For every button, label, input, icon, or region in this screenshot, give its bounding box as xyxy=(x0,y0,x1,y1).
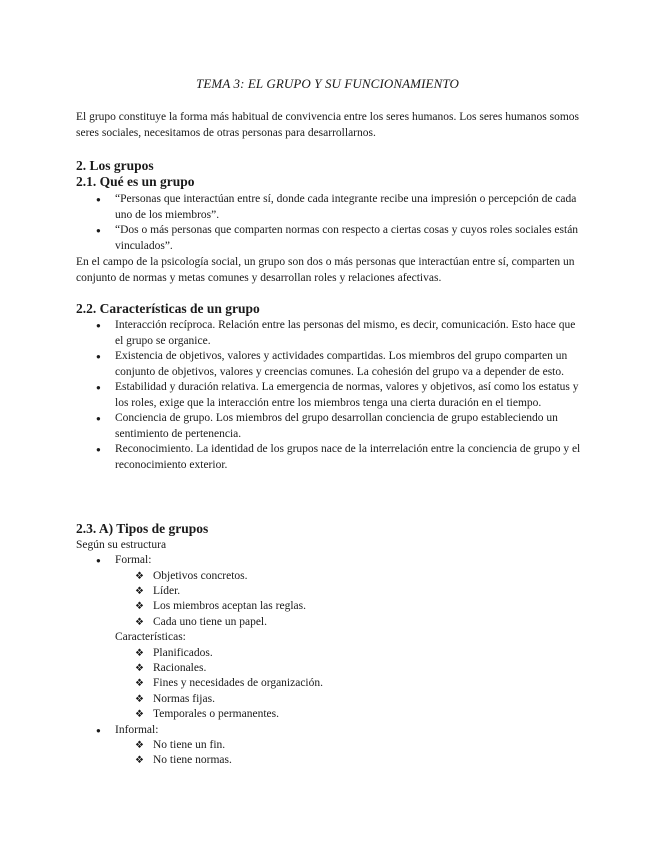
list-item-formal xyxy=(76,553,586,723)
list-item: ❖ Cada uno tiene un papel. xyxy=(115,615,586,630)
formal-items xyxy=(115,569,586,631)
list-item: ❖ Racionales. xyxy=(115,661,586,676)
list-item: ● “Dos o más personas que comparten normas con respecto a ciertas cosas y cuyos roles sociales están vinculados”. xyxy=(76,223,586,254)
list-item: ❖ No tiene un fin. xyxy=(115,738,586,753)
list-item-informal xyxy=(76,723,586,769)
informal-label: Informal: xyxy=(115,723,159,736)
list-item: ❖ Líder. xyxy=(115,584,586,599)
list-item: ❖ Planificados. xyxy=(115,646,586,661)
list-item: ● Reconocimiento. La identidad de los grupos nace de la interrelación entre la conciencia de grupo y el reconocimiento exterior. xyxy=(76,442,586,473)
section-heading-2-2: 2.2. Características de un grupo xyxy=(76,301,260,316)
section-heading-2-3: 2.3. A) Tipos de grupos xyxy=(76,521,209,536)
definition-list xyxy=(76,192,586,254)
group-types-list xyxy=(76,553,586,769)
list-item: ● “Personas que interactúan entre sí, donde cada integrante recibe una impresión o percepción de cada uno de los miembros”. xyxy=(76,192,586,223)
formal-characteristics xyxy=(115,646,586,723)
characteristics-list xyxy=(76,318,586,473)
list-item: ● Conciencia de grupo. Los miembros del grupo desarrollan conciencia de grupo estableciendo un sentimiento de pertenencia. xyxy=(76,411,586,442)
section-heading-2-1: 2.1. Qué es un grupo xyxy=(76,174,195,189)
informal-items xyxy=(115,738,586,769)
intro-paragraph: El grupo constituye la forma más habitual de convivencia entre los seres humanos. Los seres humanos somos seres sociales, necesitamos de otras personas para desarrollarnos. xyxy=(76,111,580,139)
list-item: ● Interacción recíproca. Relación entre las personas del mismo, es decir, comunicación. Esto hace que el grupo se organice. xyxy=(76,318,586,349)
list-item: ❖ Objetivos concretos. xyxy=(115,569,586,584)
group-definition-paragraph: En el campo de la psicología social, un grupo son dos o más personas que interactúan entre sí, comparten un conjunto de normas y metas comunes y desarrollan roles y relaciones afectivas. xyxy=(76,256,575,284)
list-item: ❖ Normas fijas. xyxy=(115,692,586,707)
characteristics-label: Características: xyxy=(115,631,186,644)
list-item: ❖ Temporales o permanentes. xyxy=(115,707,586,722)
list-item: ❖ Los miembros aceptan las reglas. xyxy=(115,599,586,614)
list-item: ● Existencia de objetivos, valores y actividades compartidas. Los miembros del grupo comparten un conjunto de objetivos, valores y creencias comunes. La cohesión del grupo va a depender de esto. xyxy=(76,349,586,380)
document-title: TEMA 3: EL GRUPO Y SU FUNCIONAMIENTO xyxy=(196,76,459,91)
list-item: ❖ Fines y necesidades de organización. xyxy=(115,676,586,691)
list-item: ● Estabilidad y duración relativa. La emergencia de normas, valores y objetivos, así como los estatus y los roles, exige que la interacción entre los miembros tenga una cierta duración en el tiempo. xyxy=(76,380,586,411)
formal-label: Formal: xyxy=(115,554,152,566)
section-heading-2: 2. Los grupos xyxy=(76,158,154,173)
section-subtitle: Según su estructura xyxy=(76,539,167,551)
list-item: ❖ No tiene normas. xyxy=(115,753,586,768)
